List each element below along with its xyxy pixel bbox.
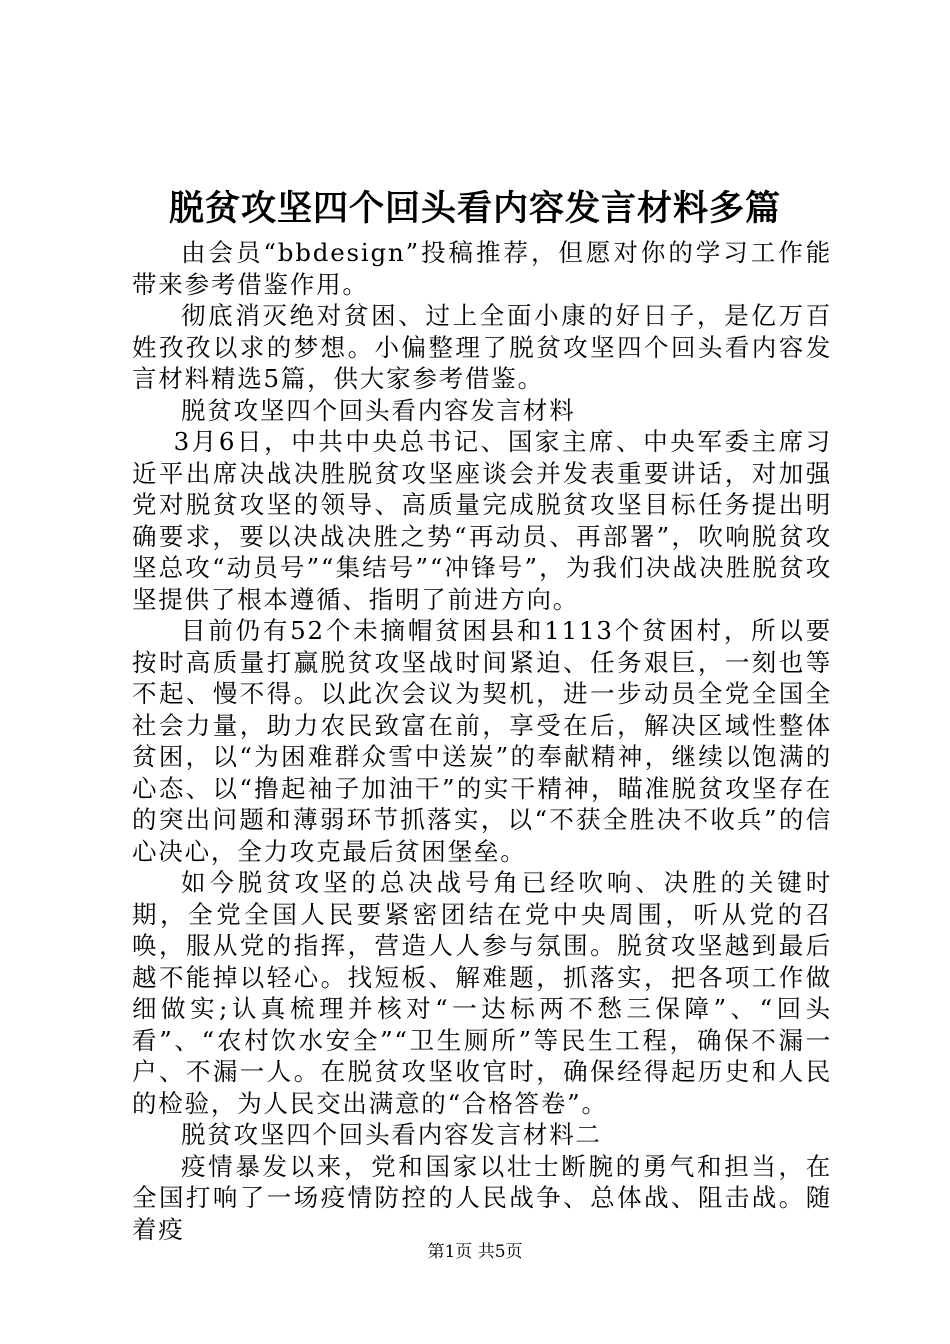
paragraph-speech: 3月6日，中共中央总书记、国家主席、中央军委主席习近平出席决战决胜脱贫攻坚座谈会并发表重要讲话，对加强党对脱贫攻坚的领导、高质量完成脱贫攻坚目标任务提出明确要求，要以决战决胜之势“再动员、再部署”，吹响脱贫攻坚总攻“动员号”“集结号”“冲锋号”，为我们决战决胜脱贫攻坚提供了根本遵循、指明了前进方向。 (132, 427, 832, 614)
paragraph-intro: 由会员“bbdesign”投稿推荐，但愿对你的学习工作能带来参考借鉴作用。 (132, 238, 832, 299)
page-number-footer: 第1页 共5页 (427, 1242, 523, 1262)
section-heading-two: 脱贫攻坚四个回头看内容发言材料二 (181, 1120, 602, 1149)
section-heading-one: 脱贫攻坚四个回头看内容发言材料 (181, 395, 576, 425)
paragraph-counties: 目前仍有52个未摘帽贫困县和1113个贫困村，所以要按时高质量打赢脱贫攻坚战时间紧迫、任务艰巨，一刻也等不起、慢不得。以此次会议为契机，进一步动员全党全国全社会力量，助力农民致富在前，享受在后，解决区域性整体贫困，以“为困难群众雪中送炭”的奉献精神，继续以饱满的心态、以“撸起袖子加油干”的实干精神，瞄准脱贫攻坚存在的突出问题和薄弱环节抓落实，以“不获全胜决不收兵”的信心决心，全力攻克最后贫困堡垒。 (132, 616, 832, 866)
paragraph-summary: 彻底消灭绝对贫困、过上全面小康的好日子，是亿万百姓孜孜以求的梦想。小偏整理了脱贫攻坚四个回头看内容发言材料精选5篇，供大家参考借鉴。 (132, 301, 832, 393)
paragraph-final-battle: 如今脱贫攻坚的总决战号角已经吹响、决胜的关键时期，全党全国人民要紧密团结在党中央周围，听从党的召唤，服从党的指挥，营造人人参与氛围。脱贫攻坚越到最后越不能掉以轻心。找短板、解难题，抓落实，把各项工作做细做实;认真梳理并核对“一达标两不愁三保障”、“回头看”、“农村饮水安全”“卫生厕所”等民生工程，确保不漏一户、不漏一人。在脱贫攻坚收官时，确保经得起历史和人民的检验，为人民交出满意的“合格答卷”。 (132, 868, 832, 1118)
paragraph-epidemic: 疫情暴发以来，党和国家以壮士断腕的勇气和担当，在全国打响了一场疫情防控的人民战争、总体战、阻击战。随着疫 (132, 1151, 832, 1244)
document-title: 脱贫攻坚四个回头看内容发言材料多篇 (168, 188, 781, 229)
document-body (132, 237, 832, 1245)
